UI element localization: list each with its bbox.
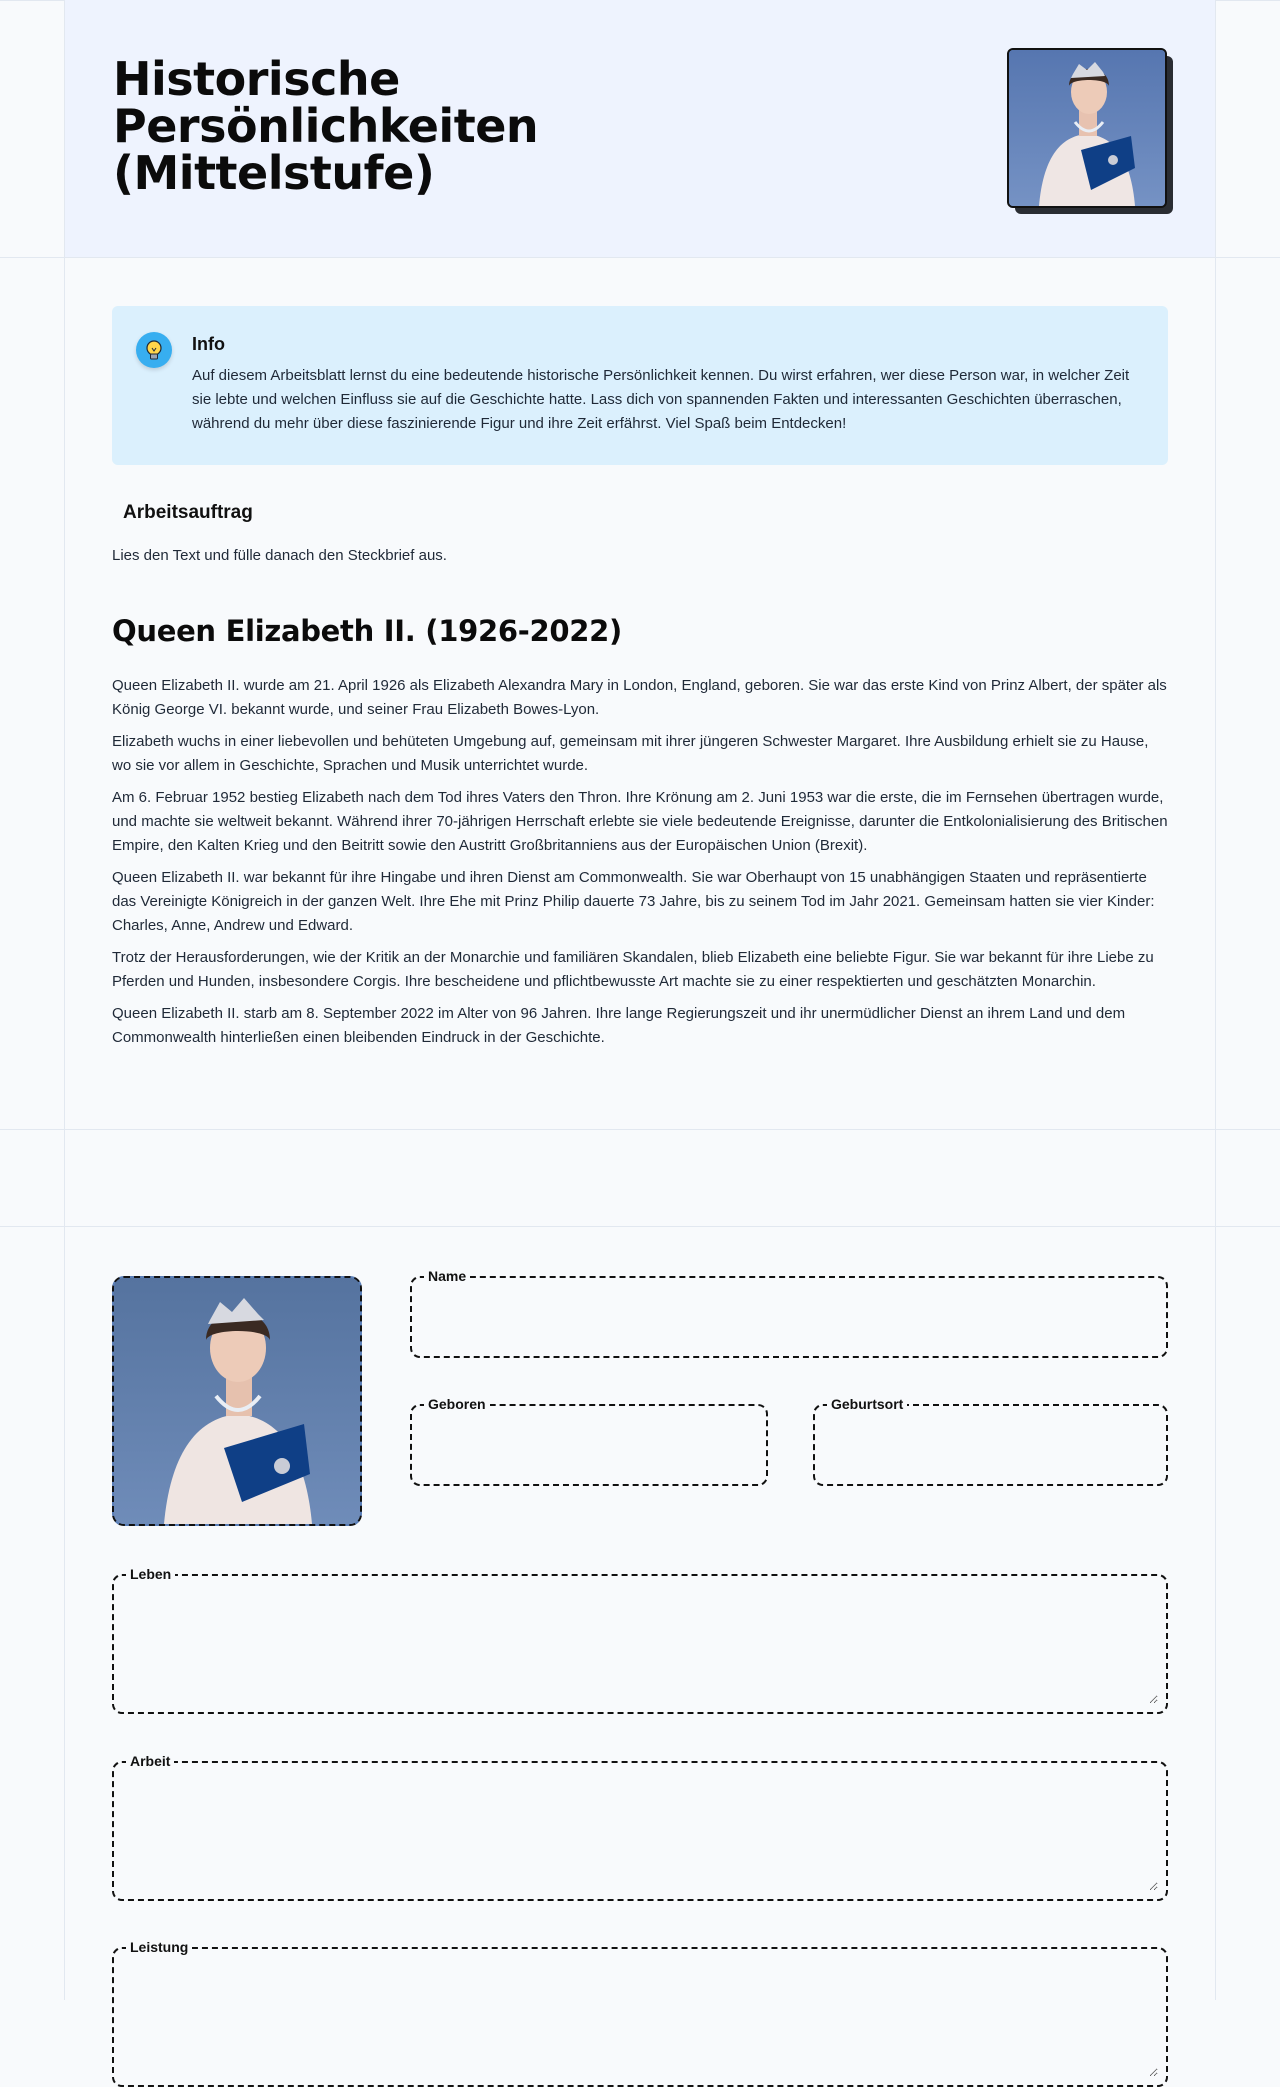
life-field bbox=[112, 1566, 1168, 1714]
birthplace-label: Geburtsort bbox=[827, 1395, 907, 1413]
biography-paragraph: Queen Elizabeth II. wurde am 21. April 1926 als Elizabeth Alexandra Mary in London, England, geboren. Sie war das erste Kind von Prinz Albert, der später als König George VI. bekannt wurde, und seiner Frau Elizabeth Bowes-Lyon. bbox=[112, 677, 1167, 718]
page-frame-left bbox=[64, 0, 65, 2000]
section-divider bbox=[0, 1129, 1280, 1130]
queen-portrait-illustration bbox=[1009, 50, 1165, 206]
page-title: Historische Persönlichkeiten (Mittelstufe) bbox=[113, 52, 539, 200]
info-text: Auf diesem Arbeitsblatt lernst du eine bedeutende historische Persönlichkeit kennen. Du wirst erfahren, wer diese Person war, in welcher Zeit sie lebte und welchen Einfluss sie auf die Geschichte hatte. Lass dich von spannenden Fakten und interessanten Geschichten überraschen, während du mehr über diese faszinierende Figur und ihre Zeit erfährst. Viel Spaß beim Entdecken! bbox=[192, 367, 1130, 432]
page-frame-right bbox=[1215, 0, 1216, 2000]
biography-paragraph: Queen Elizabeth II. starb am 8. September 2022 im Alter von 96 Jahren. Ihre lange Regierungszeit und ihr unermüdlicher Dienst an ihrem Land und dem Commonwealth hinterließen einen bleibenden Eindruck in der Geschichte. bbox=[112, 1005, 1126, 1046]
work-textarea[interactable] bbox=[122, 1773, 1158, 1891]
info-heading: Info bbox=[192, 334, 225, 354]
name-input[interactable] bbox=[420, 1288, 1158, 1348]
lightbulb-icon bbox=[136, 332, 172, 368]
biography-paragraph: Queen Elizabeth II. war bekannt für ihre Hingabe und ihren Dienst am Commonwealth. Sie war Oberhaupt von 15 unabhängigen Staaten und repräsentierte das Vereinigte Königreich in der ganzen Welt. Ihre Ehe mit Prinz Philip dauerte 73 Jahre, bis zu seinem Tod im Jahr 2021. Gemeinsam hatten sie vier Kinder: Charles, Anne, Andrew und Edward. bbox=[112, 869, 1155, 934]
biography-text bbox=[112, 674, 1168, 1058]
biography-paragraph: Am 6. Februar 1952 bestieg Elizabeth nach dem Tod ihres Vaters den Thron. Ihre Krönung am 2. Juni 1953 war die erste, die im Fernsehen übertragen wurde, und machte sie weltweit bekannt. Während ihrer 70-jährigen Herrschaft erlebte sie viele bedeutende Ereignisse, darunter die Entkolonialisierung des Britischen Empire, den Kalten Krieg und den Beitritt sowie den Austritt Großbritanniens aus der Europäischen Union (Brexit). bbox=[112, 789, 1168, 854]
birthplace-field bbox=[813, 1396, 1168, 1486]
section-divider bbox=[0, 1226, 1280, 1227]
achievement-textarea[interactable] bbox=[122, 1959, 1158, 2077]
portrait-image bbox=[1007, 48, 1167, 208]
biography-title: Queen Elizabeth II. (1926-2022) bbox=[112, 614, 622, 648]
born-input[interactable] bbox=[420, 1416, 758, 1476]
work-field bbox=[112, 1753, 1168, 1901]
achievement-label: Leistung bbox=[126, 1938, 192, 1956]
task-text: Lies den Text und fülle danach den Steckbrief aus. bbox=[112, 547, 447, 564]
life-textarea[interactable] bbox=[122, 1586, 1158, 1704]
section-divider bbox=[0, 257, 1280, 258]
work-label: Arbeit bbox=[126, 1752, 174, 1770]
biography-paragraph: Trotz der Herausforderungen, wie der Kritik an der Monarchie und familiären Skandalen, blieb Elizabeth eine beliebte Figur. Sie war bekannt für ihre Liebe zu Pferden und Hunden, insbesondere Corgis. Ihre bescheidene und pflichtbewusste Art machte sie zu einer respektierten und geschätzten Monarchin. bbox=[112, 949, 1154, 990]
name-label: Name bbox=[424, 1267, 470, 1285]
achievement-field bbox=[112, 1939, 1168, 2087]
born-label: Geboren bbox=[424, 1395, 490, 1413]
header-portrait bbox=[1007, 48, 1169, 210]
profile-photo bbox=[112, 1276, 362, 1526]
task-heading: Arbeitsauftrag bbox=[123, 502, 253, 523]
biography-paragraph: Elizabeth wuchs in einer liebevollen und behüteten Umgebung auf, gemeinsam mit ihrer jüngeren Schwester Margaret. Ihre Ausbildung erhielt sie zu Hause, wo sie vor allem in Geschichte, Sprachen und Musik unterrichtet wurde. bbox=[112, 733, 1149, 774]
queen-portrait-illustration bbox=[114, 1278, 360, 1524]
birthplace-input[interactable] bbox=[823, 1416, 1158, 1476]
life-label: Leben bbox=[126, 1565, 175, 1583]
name-field bbox=[410, 1268, 1168, 1358]
info-box bbox=[112, 306, 1168, 465]
born-field bbox=[410, 1396, 768, 1486]
page-header bbox=[65, 0, 1215, 257]
